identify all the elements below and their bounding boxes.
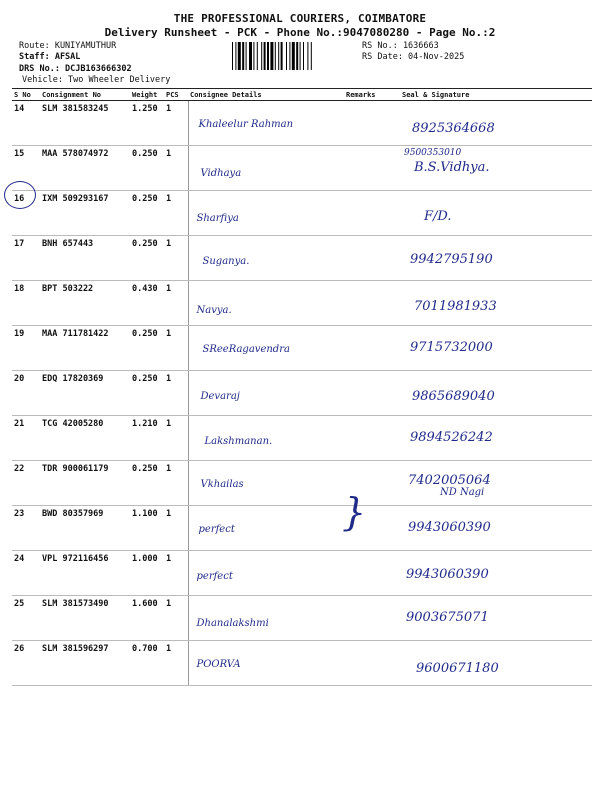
- handwritten-consignee-name: POORVA: [196, 659, 241, 670]
- row-pcs: 1: [164, 101, 188, 146]
- row-weight: 1.250: [130, 101, 164, 146]
- handwritten-signature: 7011981933: [414, 299, 497, 314]
- row-weight: 1.100: [130, 506, 164, 551]
- row-consignment-no: MAA 711781422: [40, 326, 130, 371]
- row-sno: 15: [12, 146, 40, 191]
- row-weight: 0.250: [130, 461, 164, 506]
- row-remarks: [344, 416, 400, 461]
- runsheet-subtitle: Delivery Runsheet - PCK - Phone No.:9047080280 - Page No.:2: [104, 26, 496, 39]
- row-weight: 0.700: [130, 641, 164, 686]
- row-sno: 17: [12, 236, 40, 281]
- row-pcs: 1: [164, 281, 188, 326]
- handwritten-consignee-name: Khaleelur Rahman: [198, 119, 294, 130]
- drs-label: DRS No.: DCJB163666302: [19, 64, 132, 74]
- row-16-circle-mark: [4, 181, 36, 209]
- row-consignee-cell: [188, 281, 344, 326]
- col-remarks: Remarks: [344, 89, 400, 101]
- row-consignee-cell: [188, 506, 344, 551]
- row-consignee-cell: [188, 326, 344, 371]
- row-sno: 16: [12, 191, 40, 236]
- handwritten-signature: B.S.Vidhya.: [414, 160, 490, 175]
- row-signature-cell: [400, 596, 592, 641]
- row-signature-cell: [400, 101, 592, 146]
- row-sno: 26: [12, 641, 40, 686]
- company-title: THE PROFESSIONAL COURIERS, COIMBATORE: [173, 12, 427, 25]
- barcode-image: [232, 42, 356, 70]
- col-pcs: PCS: [164, 89, 188, 101]
- row-signature-cell: [400, 191, 592, 236]
- row-signature-cell: [400, 506, 592, 551]
- row-consignment-no: SLM 381583245: [40, 101, 130, 146]
- row-pcs: 1: [164, 191, 188, 236]
- row-sno: 14: [12, 101, 40, 146]
- handwritten-brace-mark: }: [342, 490, 367, 534]
- staff-label: Staff: AFSAL: [19, 52, 81, 62]
- row-consignee-cell: [188, 551, 344, 596]
- row-sno: 22: [12, 461, 40, 506]
- handwritten-phone-note: 9500353010: [404, 148, 462, 158]
- table-row: [12, 551, 592, 596]
- row-consignee-cell: [188, 101, 344, 146]
- row-signature-cell: [400, 371, 592, 416]
- row-consignee-cell: [188, 596, 344, 641]
- handwritten-signature: 9715732000: [410, 340, 493, 355]
- row-consignee-cell: [188, 236, 344, 281]
- handwritten-consignee-name: perfect: [196, 571, 233, 582]
- row-consignee-cell: [188, 371, 344, 416]
- row-pcs: 1: [164, 326, 188, 371]
- row-sno: 23: [12, 506, 40, 551]
- row-sno: 18: [12, 281, 40, 326]
- row-signature-cell: [400, 551, 592, 596]
- col-weight: Weight: [130, 89, 164, 101]
- table-row: [12, 236, 592, 281]
- handwritten-signature: F/D.: [424, 209, 452, 224]
- row-sno: 25: [12, 596, 40, 641]
- table-row: [12, 326, 592, 371]
- row-consignment-no: SLM 381573490: [40, 596, 130, 641]
- row-consignment-no: BWD 80357969: [40, 506, 130, 551]
- col-signature: Seal & Signature: [400, 89, 592, 101]
- row-sno: 19: [12, 326, 40, 371]
- handwritten-consignee-name: Dhanalakshmi: [196, 618, 269, 629]
- rs-number: RS No.: 1636663: [362, 41, 439, 51]
- row-weight: 0.250: [130, 236, 164, 281]
- row-consignment-no: EDQ 17820369: [40, 371, 130, 416]
- row-sno: 24: [12, 551, 40, 596]
- col-consignee: Consignee Details: [188, 89, 344, 101]
- handwritten-signature: 9942795190: [410, 252, 493, 267]
- row-remarks: [344, 371, 400, 416]
- row-weight: 0.430: [130, 281, 164, 326]
- handwritten-consignee-name: Suganya.: [202, 256, 250, 267]
- row-consignment-no: VPL 972116456: [40, 551, 130, 596]
- table-row: [12, 641, 592, 686]
- table-row: [12, 596, 592, 641]
- row-remarks: [344, 281, 400, 326]
- row-remarks: [344, 596, 400, 641]
- row-consignee-cell: [188, 146, 344, 191]
- handwritten-signature: 9894526242: [410, 430, 493, 445]
- handwritten-consignee-name: Sharfiya: [196, 213, 239, 224]
- route-label: Route: KUNIYAMUTHUR: [19, 41, 117, 51]
- row-signature-cell: [400, 146, 592, 191]
- row-signature-cell: [400, 281, 592, 326]
- row-consignment-no: BNH 657443: [40, 236, 130, 281]
- runsheet-table: [12, 88, 592, 686]
- row-pcs: 1: [164, 596, 188, 641]
- handwritten-signature: 9943060390: [406, 567, 489, 582]
- row-pcs: 1: [164, 236, 188, 281]
- row-sno: 20: [12, 371, 40, 416]
- handwritten-consignee-name: Vkhailas: [200, 479, 244, 490]
- handwritten-signature: 7402005064: [408, 473, 491, 488]
- handwritten-name-note: ND Nagi: [440, 487, 485, 498]
- handwritten-signature: 9943060390: [408, 520, 491, 535]
- row-sno: 21: [12, 416, 40, 461]
- row-weight: 1.600: [130, 596, 164, 641]
- row-weight: 1.000: [130, 551, 164, 596]
- row-consignee-cell: [188, 641, 344, 686]
- row-consignment-no: TCG 42005280: [40, 416, 130, 461]
- row-consignment-no: IXM 509293167: [40, 191, 130, 236]
- row-pcs: 1: [164, 416, 188, 461]
- row-consignee-cell: [188, 416, 344, 461]
- row-pcs: 1: [164, 371, 188, 416]
- handwritten-consignee-name: Navya.: [196, 305, 232, 316]
- row-pcs: 1: [164, 641, 188, 686]
- row-consignee-cell: [188, 191, 344, 236]
- row-remarks: [344, 101, 400, 146]
- row-remarks: [344, 236, 400, 281]
- handwritten-consignee-name: Vidhaya: [200, 168, 242, 179]
- row-pcs: 1: [164, 461, 188, 506]
- row-consignment-no: TDR 900061179: [40, 461, 130, 506]
- row-signature-cell: [400, 416, 592, 461]
- row-signature-cell: [400, 641, 592, 686]
- table-row: [12, 191, 592, 236]
- row-remarks: [344, 641, 400, 686]
- row-signature-cell: [400, 326, 592, 371]
- handwritten-signature: 9003675071: [406, 610, 489, 625]
- col-consignment: Consignment No: [40, 89, 130, 101]
- row-remarks: [344, 551, 400, 596]
- rs-date: RS Date: 04-Nov-2025: [362, 52, 465, 62]
- row-signature-cell: [400, 461, 592, 506]
- row-remarks: [344, 146, 400, 191]
- table-row: [12, 146, 592, 191]
- vehicle-label: Vehicle: Two Wheeler Delivery: [22, 75, 171, 85]
- handwritten-consignee-name: Devaraj: [200, 391, 240, 402]
- handwritten-consignee-name: perfect: [198, 524, 235, 535]
- row-signature-cell: [400, 236, 592, 281]
- handwritten-signature: 9600671180: [416, 661, 499, 676]
- table-row: [12, 281, 592, 326]
- row-weight: 1.210: [130, 416, 164, 461]
- row-weight: 0.250: [130, 146, 164, 191]
- row-consignment-no: BPT 503222: [40, 281, 130, 326]
- table-row: [12, 461, 592, 506]
- table-row: [12, 371, 592, 416]
- row-weight: 0.250: [130, 326, 164, 371]
- row-pcs: 1: [164, 146, 188, 191]
- row-pcs: 1: [164, 506, 188, 551]
- table-header-row: [12, 89, 592, 101]
- row-remarks: [344, 326, 400, 371]
- row-weight: 0.250: [130, 371, 164, 416]
- table-row: [12, 506, 592, 551]
- handwritten-signature: 9865689040: [412, 389, 495, 404]
- row-weight: 0.250: [130, 191, 164, 236]
- row-consignment-no: MAA 578074972: [40, 146, 130, 191]
- table-row: [12, 416, 592, 461]
- handwritten-signature: 8925364668: [412, 121, 495, 136]
- row-consignment-no: SLM 381596297: [40, 641, 130, 686]
- row-pcs: 1: [164, 551, 188, 596]
- handwritten-consignee-name: SReeRagavendra: [202, 344, 290, 355]
- row-consignee-cell: [188, 461, 344, 506]
- table-row: [12, 101, 592, 146]
- handwritten-consignee-name: Lakshmanan.: [204, 436, 273, 447]
- row-remarks: [344, 191, 400, 236]
- col-sno: S No: [12, 89, 40, 101]
